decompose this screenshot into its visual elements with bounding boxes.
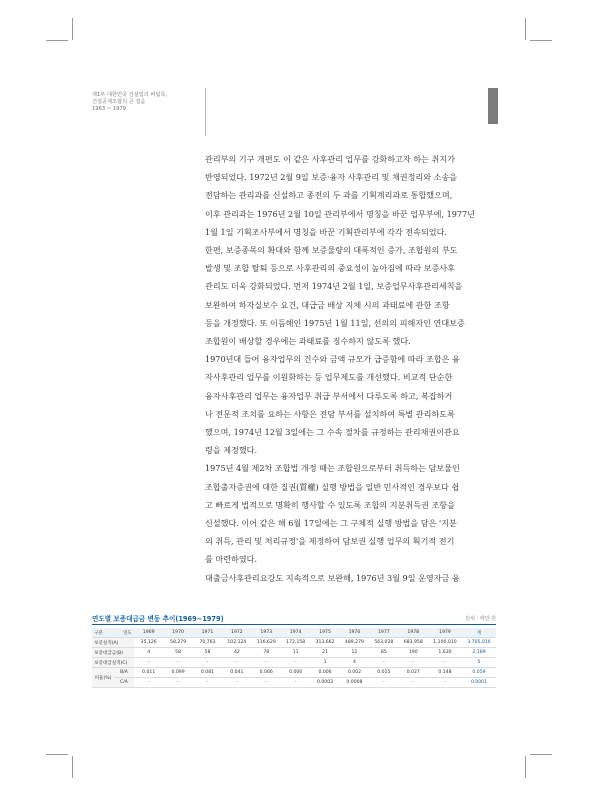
body-line: 관리도 더욱 강화되었다. 먼저 1974년 2월 1일, 보증업무사후관리세칙을 <box>205 281 463 292</box>
table-corner <box>92 628 134 638</box>
row-label: 보증대급실적(C) <box>92 658 134 668</box>
body-line: 1975년 4월 제2차 조합법 개정 때는 조합원으로부터 취득하는 담보물인 <box>205 463 460 474</box>
year-header: 1977 <box>369 628 398 638</box>
table-cell: 0.148 <box>428 668 462 678</box>
table-cell: 0.002 <box>340 668 369 678</box>
guarantee-table <box>92 628 496 688</box>
body-line: 1월 1일 기획조사부에서 명칭을 바꾼 기획관리부에 각각 전속되었다. <box>205 226 447 237</box>
table-cell: - <box>281 678 310 688</box>
table-cell: 0.0003 <box>310 678 339 688</box>
table-cell: 0.011 <box>134 668 163 678</box>
table-cell: 85 <box>369 648 398 658</box>
body-line: 의 취득, 관리 및 처리규정'을 제정하여 담보권 실행 업무의 획기적 전기 <box>205 536 455 547</box>
crop-mark <box>525 756 526 778</box>
crop-mark <box>72 756 73 778</box>
crop-mark <box>72 18 73 40</box>
header-divider <box>205 88 206 136</box>
table-cell: - <box>134 678 163 688</box>
table-cell: 42 <box>222 648 251 658</box>
table-cell: 313,662 <box>310 638 339 648</box>
table-cell: - <box>428 658 462 668</box>
table-cell: 0.066 <box>252 668 281 678</box>
table-unit: 단위 : 백만 원 <box>465 616 496 622</box>
body-line: 조합출자증권에 대한 질권(質權) 실행 방법을 일반 민사적인 경우보다 쉽 <box>205 481 460 492</box>
year-header: 1973 <box>252 628 281 638</box>
table-cell: - <box>222 658 251 668</box>
table-cell: 1,630 <box>428 648 462 658</box>
table-cell: 70,763 <box>193 638 222 648</box>
table-top-rule <box>92 624 496 625</box>
body-line: 이후 관리과는 1976년 2월 10일 관리부에서 명칭을 바꾼 업무부에, 1977년 <box>205 208 476 219</box>
table-cell: - <box>428 678 462 688</box>
table-cell: 563,028 <box>369 638 398 648</box>
table-cell: 0.015 <box>369 668 398 678</box>
table-cell: 0.041 <box>222 668 251 678</box>
ratio-group-label: 비율(%) <box>92 668 114 688</box>
table-cell: 0.099 <box>163 668 192 678</box>
year-header: 1976 <box>340 628 369 638</box>
body-line: 고 빠르게 법적으로 명확히 행사할 수 있도록 조합의 지분취득권 조항을 <box>205 499 455 510</box>
body-line: 반영되었다. 1972년 2월 9일 보증·융자 사후관리 및 채권정리와 소송을 <box>205 172 458 183</box>
table-title: 연도별 보증대급금 변동 추이(1969~1979) <box>92 615 224 623</box>
corner-top: 연도 <box>123 630 132 636</box>
table-cell: 21 <box>310 648 339 658</box>
chapter-side-tab <box>488 88 498 124</box>
table-row <box>92 658 496 668</box>
table-cell: 489,279 <box>340 638 369 648</box>
year-header: 1979 <box>428 628 462 638</box>
row-label: 보증대급금(B) <box>92 648 134 658</box>
table-cell: - <box>193 678 222 688</box>
body-line: 1970년대 들어 융자업무의 건수와 금액 규모가 급증함에 따라 조합은 융 <box>205 354 460 365</box>
table-cell: - <box>163 678 192 688</box>
table-cell: 0.006 <box>281 668 310 678</box>
table-cell: 78 <box>252 648 281 658</box>
table-cell: 3,705,016 <box>462 638 496 648</box>
body-line: 발생 및 조합 탈퇴 등으로 사후관리의 중요성이 높아짐에 따라 보증사후 <box>205 263 455 274</box>
table-cell: 4 <box>340 658 369 668</box>
body-line: 나 전문적 조치를 요하는 사항은 전담 부서를 설치하여 특별 관리하도록 <box>205 408 455 419</box>
year-header: 1975 <box>310 628 339 638</box>
table-cell: 1,100,010 <box>428 638 462 648</box>
table-row <box>92 648 496 658</box>
table-cell: 0.0008 <box>340 678 369 688</box>
corner-bottom: 구분 <box>94 630 103 636</box>
table-cell: - <box>369 678 398 688</box>
table-cell: 58 <box>163 648 192 658</box>
body-line: 대출금사후관리요강도 지속적으로 보완해, 1976년 3월 9일 운영자금 융 <box>205 572 460 583</box>
table-cell: - <box>134 658 163 668</box>
crop-mark <box>530 754 552 755</box>
body-line: 관리부의 기구 개편도 이 같은 사후관리 업무를 강화하고자 하는 취지가 <box>205 154 455 164</box>
year-header: 1969 <box>134 628 163 638</box>
table-cell: - <box>399 658 428 668</box>
table-cell: 172,158 <box>281 638 310 648</box>
table-cell: 58 <box>193 648 222 658</box>
body-line: 를 마련하였다. <box>205 554 258 565</box>
crop-mark <box>46 40 68 41</box>
crop-mark <box>525 18 526 40</box>
header-part: 제1부 대한민국 건설업의 버팀목, <box>92 92 168 98</box>
crop-mark <box>46 754 68 755</box>
table-cell: 190 <box>399 648 428 658</box>
table-row <box>92 668 496 678</box>
table-cell: 683,958 <box>399 638 428 648</box>
table-cell: 1 <box>310 658 339 668</box>
row-label: 보증실적(A) <box>92 638 134 648</box>
header-chapter: 건설공제조합의 큰 걸음 <box>92 99 146 105</box>
body-line: 전담하는 관리과를 신설하고 종전의 두 과를 기획계리과로 통합했으며, <box>205 190 453 201</box>
body-text <box>205 150 491 587</box>
table-row <box>92 638 496 648</box>
table-cell: - <box>369 658 398 668</box>
year-header: 1974 <box>281 628 310 638</box>
table-cell: - <box>281 658 310 668</box>
body-line: 보완하여 하자실보수 요건, 대급금 배상 지체 시의 과태료에 관한 조항 <box>205 299 450 310</box>
crop-mark <box>530 40 552 41</box>
table-cell: - <box>399 678 428 688</box>
year-header: 1971 <box>193 628 222 638</box>
table-header-row <box>92 628 496 638</box>
table-cell: 5 <box>462 658 496 668</box>
year-header: 1978 <box>399 628 428 638</box>
year-header: 1972 <box>222 628 251 638</box>
year-header: 계 <box>462 628 496 638</box>
table-cell: 0.027 <box>399 668 428 678</box>
body-line: 령을 제정했다. <box>205 445 258 456</box>
body-line: 한편, 보증종목의 확대와 함께 보증물량의 대폭적인 증가, 조합원의 부도 <box>205 245 458 256</box>
table-cell: - <box>222 678 251 688</box>
table-cell: 0.081 <box>193 668 222 678</box>
year-header: 1970 <box>163 628 192 638</box>
body-line: 조합원이 배상할 경우에는 과태료를 징수하지 않도록 했다. <box>205 336 411 347</box>
table-cell: 0.059 <box>462 668 496 678</box>
body-line: 융자사후관리 업무는 융자업무 취급 부서에서 다루도록 하고, 복잡하거 <box>205 390 453 401</box>
row-label: B/A <box>114 668 134 678</box>
body-line: 신설했다. 이어 같은 해 6월 17일에는 그 구체적 실행 방법을 담은 '지분 <box>205 518 457 529</box>
table-cell: 4 <box>134 648 163 658</box>
header-period: 1963 ~ 1979 <box>92 106 127 112</box>
table-cell: - <box>252 658 281 668</box>
table-cell: 58,279 <box>163 638 192 648</box>
table-cell: 12 <box>340 648 369 658</box>
body-line: 했으며, 1974년 12월 3일에는 그 수속 절차를 규정하는 관리채권이관요 <box>205 427 460 438</box>
table-cell: 35,126 <box>134 638 163 648</box>
table-cell: 102,124 <box>222 638 251 648</box>
running-header <box>92 92 202 113</box>
table-cell: 0.0001 <box>462 678 496 688</box>
table-cell: 2,189 <box>462 648 496 658</box>
table-row <box>92 678 496 688</box>
table-cell: 11 <box>281 648 310 658</box>
body-line: 등을 개정했다. 또 이듬해인 1975년 1월 11일, 선의의 피해자인 연대보증 <box>205 317 465 328</box>
body-line: 자사후관리 업무를 이원화하는 등 업무제도를 개선했다. 비교적 단순한 <box>205 372 453 383</box>
table-cell: 0.006 <box>310 668 339 678</box>
table-cell: - <box>252 678 281 688</box>
table-cell: - <box>193 658 222 668</box>
table-cell: 116,629 <box>252 638 281 648</box>
row-label: C/A <box>114 678 134 688</box>
table-cell: - <box>163 658 192 668</box>
